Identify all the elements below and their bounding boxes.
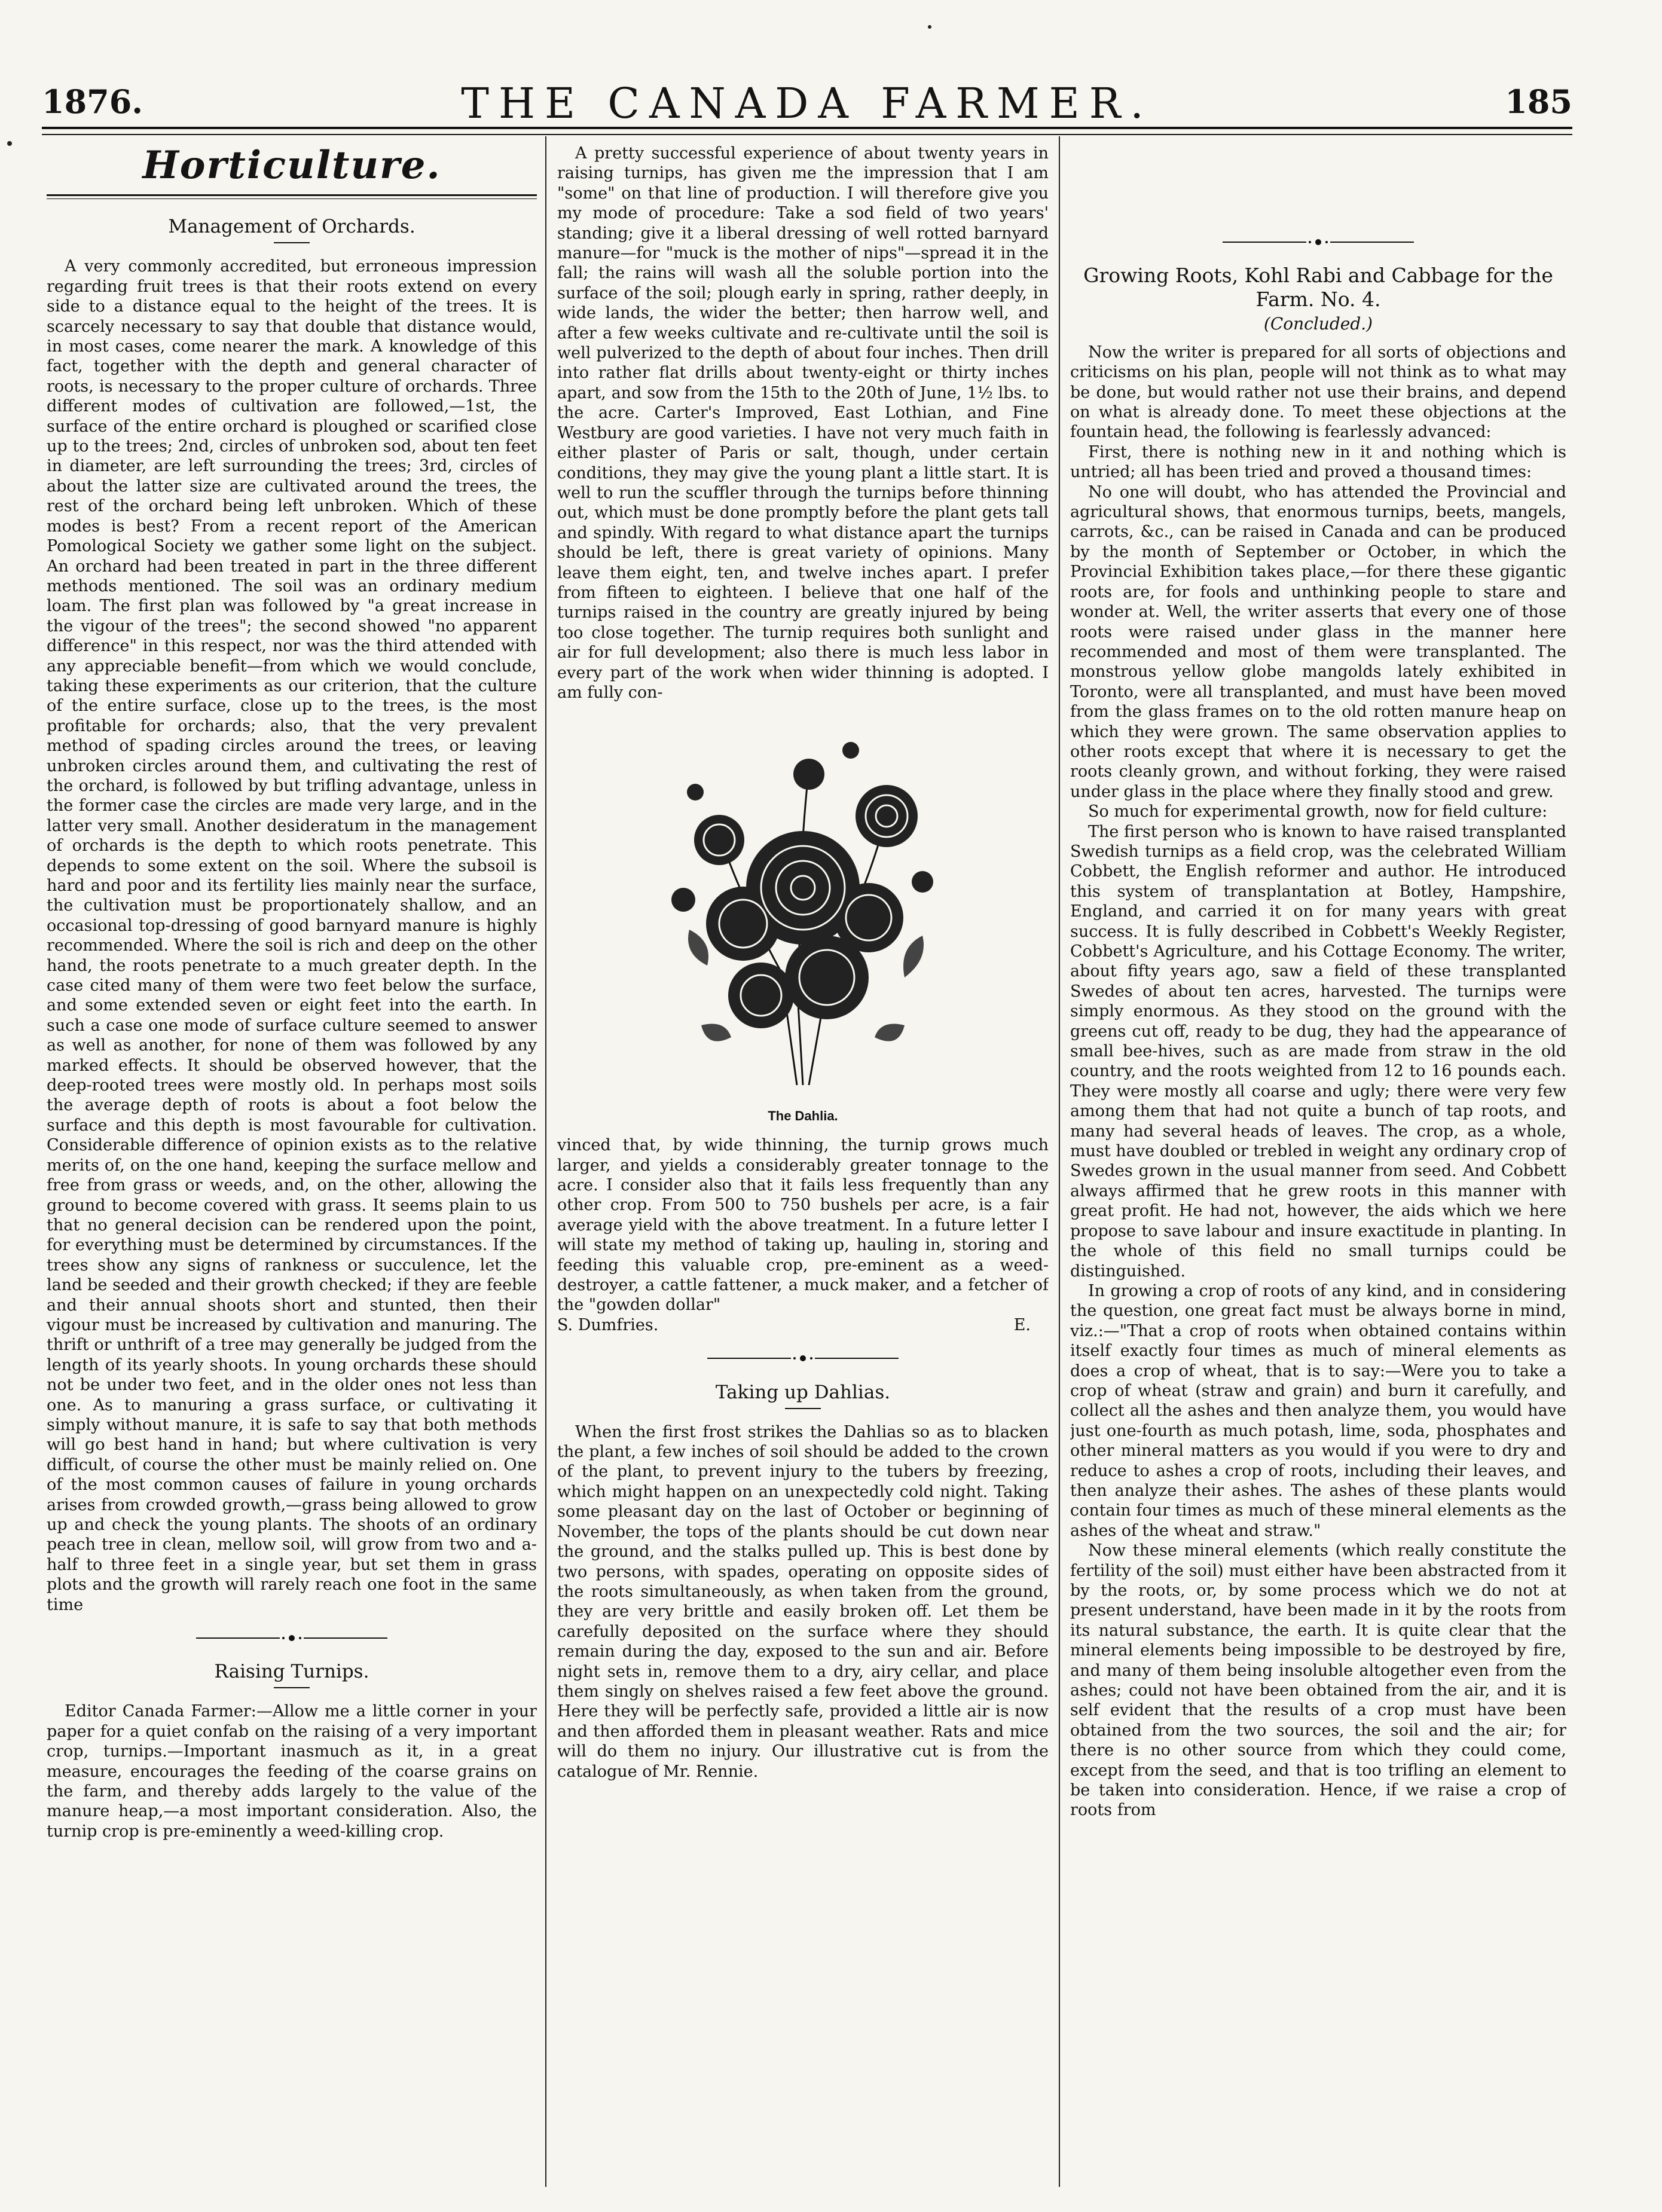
article-subtitle: (Concluded.)	[1263, 314, 1373, 334]
masthead	[42, 72, 1572, 132]
article-paragraph: vinced that, by wide thinning, the turnip grows much larger, and yields a considerably greater tonnage to the acre. I consider also that it fails less frequently than any other crop. From 500 to 750 bushels per acre, is a fair average yield with the above treatment. In a future letter I will state my method of taking up, hauling in, storing and feeding this valuable crop, pre-eminent as a weed-destroyer, a cattle fattener, a muck maker, and a fetcher of the "gowden dollar"	[557, 1136, 1049, 1315]
separator-ornament-icon	[1223, 237, 1414, 247]
article-signoff	[557, 1315, 1049, 1335]
article-separator	[557, 1349, 1049, 1369]
article-paragraph: A pretty successful experience of about twenty years in raising turnips, has given me the impression that I am "some" on that line of production. I will therefore give you my mode of procedure: Take a sod field of two years' standing; give it a liberal dressing of well rotted barnyard manure—for "muck is the mother of nips"—spread it in the fall; the rains will wash all the soluble portion into the surface of the soil; plough early in spring, rather deeply, in wide lands, the wider the better; then harrow well, and after a few weeks cultivate and re-cultivate until the soil is well pulverized to the depth of about four inches. Then drill into rather flat drills about twenty-eight or thirty inches apart, and sow from the 15th to the 20th of June, 1½ lbs. to the acre. Carter's Improved, East Lothian, and Fine Westbury are good varieties. I have not very much faith in either plaster of Paris or salt, though, under certain conditions, they may give the young plant a little start. It is well to run the scuffler through the turnips before thinning out, which must be done promptly before the plant gets tall and spindly. With regard to what distance apart the turnips should be left, there is great variety of opinions. Many leave them eight, ten, and twelve inches apart. I prefer from fifteen to eighteen. I believe that one half of the turnips raised in the country are greatly injured by being too close together. The turnip requires both sunlight and air for full development; also there is much less labor in every part of the work when wider thinning is adopted. I am fully con-	[557, 144, 1049, 702]
article-title-roots: Growing Roots, Kohl Rabi and Cabbage for the Farm. No. 4.	[1083, 264, 1553, 311]
signoff-initial: E.	[1013, 1315, 1031, 1334]
column-rule	[545, 136, 546, 2187]
article-paragraph: In growing a crop of roots of any kind, and in considering the question, one great fact must be always borne in mind, viz.:—"That a crop of roots when obtained contains within itself exactly four times as much of mineral elements as does a crop of wheat, that is to say:—Were you to take a crop of wheat (straw and grain) and burn it carefully, and collect all the ashes and then analyze them, you would have just one-fourth as much potash, lime, soda, phosphates and other mineral matters as you would if you were to dry and reduce to ashes a crop of roots, including their leaves, and then analyze their ashes. The ashes of these plants would contain four times as much of these mineral elements as the ashes of the wheat and straw."	[1070, 1281, 1566, 1540]
column-3	[1070, 143, 1566, 2182]
ink-speck	[7, 141, 12, 146]
page-number: 185	[1505, 83, 1572, 121]
separator-ornament-icon	[196, 1633, 387, 1643]
title-rule	[274, 242, 310, 243]
section-rule	[47, 194, 537, 199]
signoff-place: S. Dumfries.	[557, 1315, 659, 1334]
separator-ornament-icon	[707, 1354, 899, 1363]
title-rule	[785, 1408, 821, 1409]
article-separator	[47, 1629, 537, 1649]
article-title-orchards: Management of Orchards.	[168, 216, 416, 238]
article-paragraph: A very commonly accredited, but erroneous impression regarding fruit trees is that their roots extend on every side to a distance equal to the height of the trees. It is scarcely necessary to say that double that distance would, in most cases, come nearer the mark. A knowledge of this fact, together with the depth and general character of roots, is necessary to the proper culture of orchards. Three different modes of cultivation are followed,—1st, the surface of the entire orchard is ploughed or scarified close up to the trees; 2nd, circles of unbroken sod, about ten feet in diameter, are left surrounding the trees; 3rd, circles of about the latter size are cultivated around the trees, the rest of the orchard being left unbroken. Which of these modes is best? From a recent report of the American Pomological Society we gather some light on the subject. An orchard had been treated in part in the three different methods mentioned. The soil was an ordinary medium loam. The first plan was followed by "a great increase in the vigour of the trees"; the second showed "no apparent difference" in this respect, nor was the third attended with any appreciable benefit—from which we would conclude, taking these experiments as our criterion, that the culture of the entire surface, close up to the trees, is the most profitable for orchards; also, that the very prevalent method of spading circles around the trees, or leaving unbroken circles around them, and cultivating the rest of the orchard, is followed by but trifling advantage, unless in the former case the circles are made very large, and in the latter very small. Another desideratum in the management of orchards is the depth to which roots penetrate. This depends to some extent on the soil. Where the subsoil is hard and poor and its fertility lies mainly near the surface, the cultivation must be proportionately shallow, and an occasional top-dressing of good barnyard manure is highly recommended. Where the soil is rich and deep on the other hand, the roots penetrate to a much greater depth. In the case cited many of them were two feet below the surface, and some extended seven or eight feet into the earth. In such a case one mode of surface culture seemed to answer as well as another, for none of them was followed by any marked effects. It should be observed however, that the deep-rooted trees were mostly old. In perhaps most soils the average depth of roots is about a foot below the surface and this depth is most favourable for cultivation. Considerable difference of opinion exists as to the relative merits of, on the one hand, keeping the surface mellow and free from grass or weeds, and, on the other, allowing the ground to become covered with grass. It seems plain to us that no general decision can be rendered upon the point, for everything must be determined by circumstances. If the trees show any signs of rankness or succulence, let the land be seeded and their growth checked; if they are feeble and their annual shoots short and stunted, then their vigour must be increased by cultivation and manuring. The thrift or unthrift of a tree may generally be judged from the length of its yearly shoots. In young orchards these should not be under two feet, and in the older ones not less than one. As to manuring a grass surface, or cultivating it simply without manure, it is safe to say that both methods will go best hand in hand; but where cultivation is very difficult, of course the other must be mainly relied on. One of the most common causes of failure in young orchards arises from crowded growth,—grass being allowed to grow up and check the young plants. The shoots of an ordinary peach tree in clean, mellow soil, will grow from two and a-half to three feet in a single year, but set them in grass plots and the growth will rarely reach one foot in the same time	[47, 257, 537, 1614]
article-paragraph: Editor Canada Farmer:—Allow me a little corner in your paper for a quiet confab on the raising of a very important crop, turnips.—Important inasmuch as it, in a great measure, encourages the feeding of the coarse grains on the farm, and thereby adds largely to the value of the manure heap,—a most important consideration. Also, the turnip crop is pre-eminently a weed-killing crop.	[47, 1702, 537, 1841]
article-paragraph: First, there is nothing new in it and nothing which is untried; all has been tried and proved a thousand times:	[1070, 442, 1566, 482]
article-paragraph: The first person who is known to have raised transplanted Swedish turnips as a field crop, was the celebrated William Cobbett, the English reformer and author. He introduced this system of transplantation at Botley, Hampshire, England, and carried it on for many years with great success. It is fully described in Cobbett's Weekly Register, Cobbett's Agriculture, and his Cottage Economy. The writer, about fifty years ago, saw a field of these transplanted Swedes of about ten acres, harvested. The turnips were simply enormous. As they stood on the ground with the greens cut off, ready to be dug, they had the appearance of small bee-hives, such as are made from straw in the old country, and the roots weighted from 12 to 16 pounds each. They were mostly all coarse and ugly; there were very few among them that had not quite a bunch of tap roots, and many had several heads of leaves. The crop, as a whole, must have doubled or trebled in weight any ordinary crop of Swedes grown in the usual manner from seed. And Cobbett always affirmed that he grew roots in this manner with great profit. He had not, however, the aids which we here propose to save labour and insure exactitude in planting. In the whole of this field no small turnips could be distinguished.	[1070, 822, 1566, 1281]
masthead-rule	[42, 127, 1572, 135]
publication-title: THE CANADA FARMER.	[461, 79, 1153, 128]
column-rule	[1059, 136, 1060, 2187]
column-2	[557, 143, 1049, 2182]
article-paragraph: Now the writer is prepared for all sorts of objections and criticisms on his plan, people will not think as to what may be done, but would rather not use their brains, and depend on what is already done. To meet these objections at the fountain head, the following is fearlessly advanced:	[1070, 343, 1566, 442]
article-paragraph: When the first frost strikes the Dahlias so as to blacken the plant, a few inches of soil should be added to the crown of the plant, to prevent injury to the tubers by freezing, which might happen on an unexpectedly cold night. Taking some pleasant day on the last of October or beginning of November, the tops of the plants should be cut down near the ground, and the stalks pulled up. This is best done by two persons, with spades, operating on opposite sides of the roots simultaneously, as when taken from the ground, they are very brittle and easily broken off. Let them be carefully deposited on the surface where they should remain during the day, exposed to the sun and air. Before night sets in, remove them to a dry, airy cellar, and place them singly on shelves raised a few feet above the ground. Here they will be perfectly safe, provided a little air is now and then afforded them in pleasant weather. Rats and mice will do them no injury. Our illustrative cut is from the catalogue of Mr. Rennie.	[557, 1422, 1049, 1781]
issue-year: 1876.	[42, 83, 143, 121]
ink-speck	[928, 25, 931, 29]
article-paragraph: So much for experimental growth, now for field culture:	[1088, 802, 1548, 821]
figure-caption: The Dahlia.	[768, 1108, 838, 1123]
dahlia-bouquet-icon	[647, 726, 958, 1097]
title-rule	[274, 1687, 310, 1688]
article-paragraph: No one will doubt, who has attended the Provincial and agricultural shows, that enormous turnips, beets, mangels, carrots, &c., can be raised in Canada and can be produced by the month of September or October, in which the Provincial Exhibition takes place,—for there these gigantic roots are, for fools and unthinking people to stare and wonder at. Well, the writer asserts that every one of those roots were raised under glass in the manner here recommended and most of them were transplanted. The monstrous yellow globe mangolds lately exhibited in Toronto, were all transplanted, and must have been moved from the glass frames on to the old rotten manure heap on which they were grown. The same observation applies to other roots except that where it is necessary to get the roots cleanly grown, and without forking, they were raised under glass in the place where they finally stood and grew.	[1070, 482, 1566, 801]
article-title-turnips: Raising Turnips.	[214, 1661, 369, 1683]
article-title-dahlias: Taking up Dahlias.	[715, 1381, 891, 1403]
article-separator	[1070, 233, 1566, 253]
article-paragraph: Now these mineral elements (which really constitute the fertility of the soil) must either have been abstracted from it by the roots, or, by some process which we do not at present understand, have been made in it by the roots from its natural substance, the earth. It is quite clear that the mineral elements being impossible to be destroyed by fire, and many of them being insoluble altogether even from the ashes; could not have been obtained from the air, and it is self evident that the results of a crop must have been obtained from the two sources, the soil and the air; for there is no other source from which they could come, except from the seed, and that is too trifling an element to be taken into consideration. Hence, if we raise a crop of roots from	[1070, 1541, 1566, 1820]
section-title: Horticulture.	[142, 143, 441, 188]
dahlia-figure	[557, 726, 1049, 1126]
column-1	[47, 143, 537, 2182]
